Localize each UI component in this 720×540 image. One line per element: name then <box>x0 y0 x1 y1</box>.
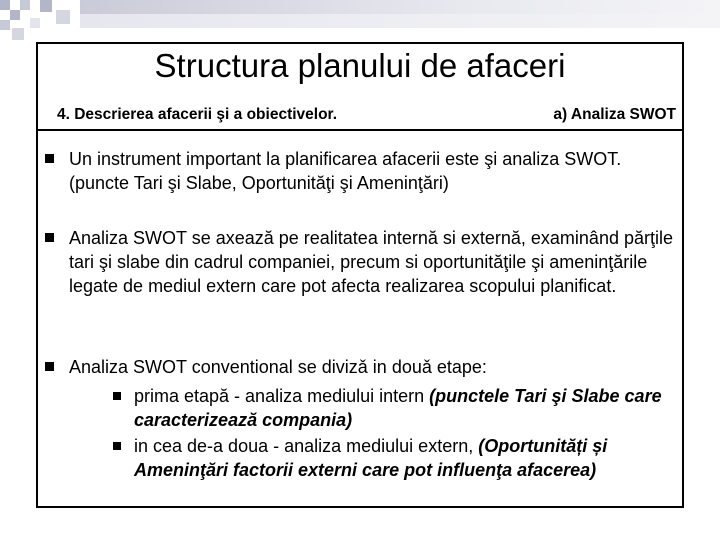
section-topic: a) Analiza SWOT <box>553 106 676 123</box>
square-bullet-icon <box>45 362 54 371</box>
square-bullet-icon <box>45 233 54 242</box>
section-subtitle: 4. Descrierea afacerii şi a obiectivelor. <box>57 106 338 123</box>
square-bullet-icon <box>113 392 121 400</box>
subtitle-divider <box>38 129 682 131</box>
slide-title: Structura planului de afaceri <box>154 47 566 84</box>
square-bullet-icon <box>113 442 121 450</box>
decorative-checker-pattern <box>0 0 720 40</box>
sub-bullet-text: prima etapă - analiza mediului intern <box>134 386 430 406</box>
sub-bullet-text: in cea de-a doua - analiza mediului extern, <box>134 436 479 456</box>
bullet-text: Analiza SWOT se axează pe realitatea internă si externă, examinând părţile tari şi slabe din cadrul companiei, precum si oportunităţile şi ameninţările legate de mediul extern care pot afecta realizarea scopului planificat. <box>69 228 673 296</box>
bullet-text: Un instrument important la planificarea afacerii este şi analiza SWOT.(puncte Tari şi Slabe, Oportunităţi şi Ameninţări) <box>69 149 622 193</box>
sub-bullet-emphasis: (punctele Tari şi Slabe care caracterizează compania) <box>134 386 662 430</box>
square-bullet-icon <box>45 154 54 163</box>
sub-bullet-emphasis: (Oportunități și Ameninţări factorii externi care pot influenţa afacerea) <box>134 436 608 480</box>
bullet-text: Analiza SWOT conventional se divizǎ in douǎ etape: <box>69 357 487 377</box>
